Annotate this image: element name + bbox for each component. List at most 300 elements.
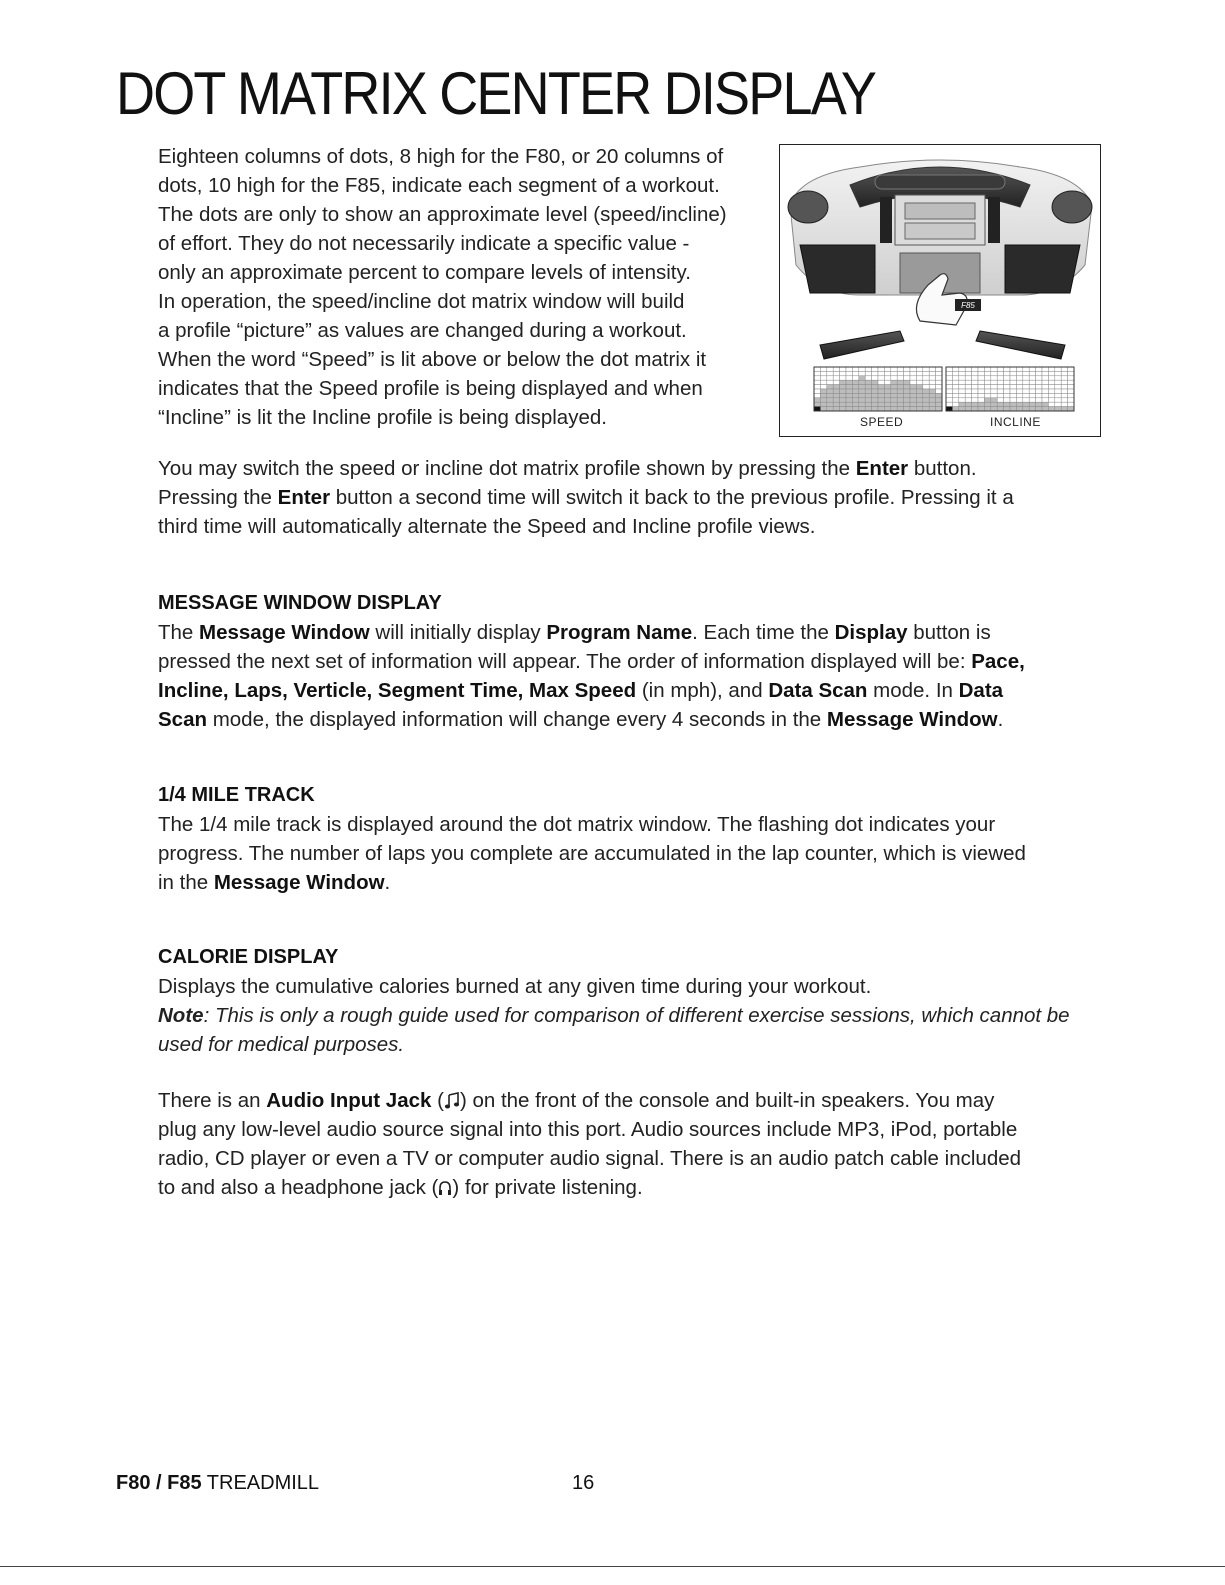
matrix-dot [1048, 367, 1054, 371]
text-run: Displays the cumulative calories burned at any given time during your workout. [158, 975, 872, 998]
matrix-dot [978, 398, 984, 402]
matrix-dot [852, 385, 858, 389]
matrix-dot [965, 407, 971, 411]
right-key-panel [1005, 245, 1080, 293]
right-grip [976, 331, 1065, 359]
matrix-dot [1004, 380, 1010, 384]
matrix-dot [1010, 371, 1016, 375]
matrix-dot [884, 380, 890, 384]
bold-term: Program Name [546, 621, 693, 644]
matrix-dot [840, 389, 846, 393]
matrix-dot [814, 385, 820, 389]
bold-term: Audio Input Jack [266, 1089, 432, 1112]
track-body [158, 810, 1108, 897]
matrix-dot [997, 380, 1003, 384]
matrix-dot [929, 393, 935, 397]
matrix-dot [978, 376, 984, 380]
text-run: Pressing the [158, 486, 278, 509]
matrix-dot [852, 371, 858, 375]
matrix-dot [852, 402, 858, 406]
matrix-dot [997, 376, 1003, 380]
matrix-dot [833, 380, 839, 384]
matrix-dot [1042, 398, 1048, 402]
matrix-dot [965, 393, 971, 397]
matrix-dot [1004, 407, 1010, 411]
matrix-dot [1016, 376, 1022, 380]
text-run: ) on the front of the console and built-in speakers. You may [459, 1089, 995, 1112]
matrix-dot [814, 367, 820, 371]
matrix-dot [820, 393, 826, 397]
matrix-dot [897, 371, 903, 375]
matrix-dot [840, 398, 846, 402]
matrix-dot [897, 385, 903, 389]
matrix-dot [972, 389, 978, 393]
matrix-marker [814, 407, 820, 411]
matrix-dot [846, 389, 852, 393]
matrix-dot [965, 385, 971, 389]
matrix-dot [952, 367, 958, 371]
matrix-dot [1048, 389, 1054, 393]
matrix-dot [936, 389, 942, 393]
matrix-dot [1048, 380, 1054, 384]
matrix-dot [878, 389, 884, 393]
text-run: button. [908, 457, 977, 480]
matrix-dot [884, 402, 890, 406]
matrix-dot [814, 393, 820, 397]
matrix-dot [965, 376, 971, 380]
text-run: progress. The number of laps you complete are accumulated in the lap counter, which is viewed [158, 842, 1026, 865]
matrix-dot [991, 367, 997, 371]
bold-term: Pace, [971, 650, 1025, 673]
matrix-dot [865, 402, 871, 406]
matrix-dot [1055, 371, 1061, 375]
matrix-dot [827, 376, 833, 380]
matrix-dot [929, 376, 935, 380]
matrix-dot [936, 367, 942, 371]
message-window-body [158, 618, 1108, 734]
matrix-dot [846, 398, 852, 402]
matrix-dot [959, 398, 965, 402]
matrix-dot [946, 389, 952, 393]
matrix-dot [997, 371, 1003, 375]
dot-matrix-window [905, 223, 975, 239]
matrix-dot [904, 380, 910, 384]
intro-line: of effort. They do not necessarily indicate a specific value - [158, 232, 690, 255]
matrix-dot [820, 385, 826, 389]
matrix-dot [1010, 389, 1016, 393]
matrix-dot [884, 367, 890, 371]
matrix-dot [1061, 389, 1067, 393]
message-window-heading: MESSAGE WINDOW DISPLAY [158, 592, 442, 614]
intro-line: dots, 10 high for the F85, indicate each segment of a workout. [158, 174, 720, 197]
matrix-dot [1042, 371, 1048, 375]
matrix-dot [827, 407, 833, 411]
matrix-dot [859, 376, 865, 380]
matrix-dot [984, 385, 990, 389]
matrix-dot [923, 380, 929, 384]
intro-line: In operation, the speed/incline dot matrix window will build [158, 290, 685, 313]
intro-line: Eighteen columns of dots, 8 high for the F80, or 20 columns of [158, 145, 724, 168]
matrix-dot [929, 389, 935, 393]
intro-line: indicates that the Speed profile is being displayed and when [158, 377, 703, 400]
matrix-dot [1010, 398, 1016, 402]
matrix-dot [840, 371, 846, 375]
matrix-dot [1036, 367, 1042, 371]
note-text: This is only a rough guide used for comparison of different exercise sessions, which cannot be [209, 1004, 1070, 1027]
matrix-dot [891, 398, 897, 402]
matrix-dot [997, 398, 1003, 402]
matrix-dot [891, 376, 897, 380]
text-run: ) for private listening. [452, 1176, 643, 1199]
matrix-dot [833, 407, 839, 411]
matrix-dot [904, 385, 910, 389]
matrix-dot [952, 402, 958, 406]
matrix-dot [1061, 376, 1067, 380]
matrix-dot [833, 367, 839, 371]
matrix-dot [1068, 389, 1074, 393]
matrix-dot [878, 376, 884, 380]
matrix-dot [833, 371, 839, 375]
matrix-dot [878, 371, 884, 375]
matrix-dot [965, 371, 971, 375]
matrix-dot [1010, 407, 1016, 411]
matrix-dot [952, 398, 958, 402]
matrix-dot [1016, 367, 1022, 371]
matrix-dot [1055, 376, 1061, 380]
matrix-dot [991, 371, 997, 375]
matrix-dot [997, 389, 1003, 393]
matrix-dot [978, 367, 984, 371]
matrix-dot [820, 376, 826, 380]
text-run: You may switch the speed or incline dot matrix profile shown by pressing the [158, 457, 856, 480]
matrix-dot [929, 367, 935, 371]
matrix-dot [840, 385, 846, 389]
matrix-dot [1010, 376, 1016, 380]
headphone-icon [438, 1180, 452, 1196]
matrix-dot [1042, 385, 1048, 389]
bold-term: Incline, Laps, Verticle, Segment Time, Max Speed [158, 679, 637, 702]
matrix-dot [1023, 389, 1029, 393]
matrix-dot [1036, 371, 1042, 375]
matrix-dot [814, 402, 820, 406]
speed-label: SPEED [860, 415, 904, 429]
matrix-dot [1068, 402, 1074, 406]
matrix-dot [923, 389, 929, 393]
page-title: DOT MATRIX CENTER DISPLAY [116, 60, 876, 127]
matrix-dot [891, 371, 897, 375]
message-window [905, 203, 975, 219]
matrix-dot [972, 393, 978, 397]
matrix-dot [865, 393, 871, 397]
matrix-dot [916, 407, 922, 411]
matrix-dot [984, 398, 990, 402]
matrix-dot [965, 367, 971, 371]
matrix-dot [952, 380, 958, 384]
matrix-dot [965, 389, 971, 393]
matrix-dot [991, 398, 997, 402]
text-run: third time will automatically alternate the Speed and Incline profile views. [158, 515, 816, 538]
matrix-dot [984, 407, 990, 411]
matrix-dot [1016, 380, 1022, 384]
matrix-dot [952, 371, 958, 375]
matrix-dot [1016, 385, 1022, 389]
text-run: pressed the next set of information will appear. The order of information displayed will be: [158, 650, 972, 673]
enter-term: Enter [855, 457, 909, 480]
matrix-dot [978, 380, 984, 384]
matrix-dot [904, 389, 910, 393]
matrix-dot [959, 385, 965, 389]
matrix-dot [1023, 385, 1029, 389]
matrix-dot [1023, 371, 1029, 375]
matrix-dot [972, 367, 978, 371]
matrix-dot [872, 389, 878, 393]
text-run: There is an [158, 1089, 267, 1112]
matrix-dot [859, 371, 865, 375]
matrix-dot [852, 389, 858, 393]
matrix-dot [904, 367, 910, 371]
matrix-dot [872, 371, 878, 375]
matrix-dot [1004, 371, 1010, 375]
track-heading: 1/4 MILE TRACK [158, 784, 315, 806]
matrix-dot [929, 380, 935, 384]
right-speaker [1052, 191, 1092, 223]
matrix-dot [1029, 380, 1035, 384]
matrix-dot [1061, 407, 1067, 411]
matrix-dot [827, 385, 833, 389]
matrix-dot [972, 402, 978, 406]
matrix-dot [1036, 389, 1042, 393]
console-badge: F85 [961, 301, 975, 310]
matrix-dot [1048, 407, 1054, 411]
matrix-dot [916, 402, 922, 406]
matrix-dot [1004, 402, 1010, 406]
matrix-dot [833, 402, 839, 406]
matrix-dot [1029, 367, 1035, 371]
matrix-dot [984, 402, 990, 406]
matrix-dot [997, 402, 1003, 406]
matrix-dot [904, 398, 910, 402]
matrix-dot [1042, 389, 1048, 393]
matrix-dot [865, 376, 871, 380]
matrix-dot [904, 407, 910, 411]
text-run: (in mph), and [636, 679, 769, 702]
matrix-dot [991, 407, 997, 411]
matrix-dot [859, 380, 865, 384]
matrix-dot [1048, 398, 1054, 402]
matrix-dot [1023, 376, 1029, 380]
matrix-dot [859, 398, 865, 402]
matrix-dot [859, 389, 865, 393]
matrix-dot [946, 398, 952, 402]
text-run: mode. In [867, 679, 959, 702]
matrix-dot [884, 407, 890, 411]
matrix-dot [897, 402, 903, 406]
bold-term: Scan [158, 708, 207, 731]
matrix-dot [897, 398, 903, 402]
matrix-dot [929, 385, 935, 389]
matrix-dot [923, 371, 929, 375]
matrix-dot [865, 367, 871, 371]
matrix-dot [959, 407, 965, 411]
matrix-dot [1029, 407, 1035, 411]
audio-paragraph [158, 1086, 1108, 1202]
matrix-dot [891, 367, 897, 371]
matrix-dot [991, 402, 997, 406]
matrix-dot [965, 380, 971, 384]
matrix-dot [1055, 389, 1061, 393]
matrix-dot [936, 398, 942, 402]
matrix-dot [1036, 393, 1042, 397]
matrix-dot [952, 393, 958, 397]
matrix-dot [846, 376, 852, 380]
text-run: mode, the displayed information will change every 4 seconds in the [207, 708, 827, 731]
matrix-dot [965, 402, 971, 406]
matrix-dot [1004, 389, 1010, 393]
left-grip [820, 331, 904, 359]
matrix-dot [959, 371, 965, 375]
calorie-body [158, 972, 1108, 1059]
matrix-dot [1068, 407, 1074, 411]
bold-term: Message Window [826, 708, 998, 731]
matrix-dot [991, 389, 997, 393]
incline-label: INCLINE [990, 415, 1041, 429]
matrix-dot [1023, 398, 1029, 402]
matrix-dot [1061, 398, 1067, 402]
matrix-dot [959, 380, 965, 384]
matrix-dot [820, 389, 826, 393]
incline-dot-matrix [946, 367, 1074, 411]
matrix-dot [1016, 389, 1022, 393]
matrix-dot [952, 407, 958, 411]
matrix-dot [1029, 376, 1035, 380]
matrix-dot [1048, 385, 1054, 389]
matrix-dot [946, 380, 952, 384]
left-value-window [880, 197, 892, 243]
matrix-dot [1042, 376, 1048, 380]
matrix-dot [1010, 402, 1016, 406]
matrix-dot [884, 376, 890, 380]
intro-paragraph [158, 142, 778, 432]
matrix-dot [910, 407, 916, 411]
matrix-dot [891, 402, 897, 406]
matrix-dot [936, 371, 942, 375]
matrix-dot [840, 380, 846, 384]
matrix-dot [1048, 393, 1054, 397]
matrix-dot [820, 398, 826, 402]
matrix-dot [959, 389, 965, 393]
matrix-dot [972, 371, 978, 375]
matrix-dot [997, 367, 1003, 371]
matrix-dot [991, 376, 997, 380]
matrix-dot [814, 371, 820, 375]
text-run: radio, CD player or even a TV or computer audio signal. There is an audio patch cable included [158, 1147, 1022, 1170]
matrix-dot [1029, 402, 1035, 406]
matrix-dot [1036, 407, 1042, 411]
matrix-dot [891, 393, 897, 397]
bold-term: Data Scan [768, 679, 868, 702]
matrix-dot [1036, 380, 1042, 384]
matrix-dot [833, 398, 839, 402]
matrix-dot [1061, 367, 1067, 371]
matrix-dot [865, 389, 871, 393]
matrix-dot [859, 393, 865, 397]
matrix-dot [1068, 380, 1074, 384]
matrix-dot [1023, 380, 1029, 384]
matrix-dot [984, 380, 990, 384]
footer-model: F80 / F85 [116, 1472, 202, 1494]
matrix-dot [1023, 367, 1029, 371]
calorie-heading: CALORIE DISPLAY [158, 946, 339, 968]
matrix-dot [991, 393, 997, 397]
matrix-dot [1010, 385, 1016, 389]
matrix-dot [1042, 393, 1048, 397]
matrix-dot [910, 398, 916, 402]
matrix-dot [952, 389, 958, 393]
matrix-dot [820, 380, 826, 384]
matrix-dot [997, 407, 1003, 411]
matrix-dot [1023, 407, 1029, 411]
matrix-dot [1004, 367, 1010, 371]
matrix-dot [884, 398, 890, 402]
matrix-dot [978, 393, 984, 397]
matrix-dot [827, 371, 833, 375]
matrix-dot [840, 393, 846, 397]
matrix-dot [846, 385, 852, 389]
matrix-dot [959, 376, 965, 380]
matrix-dot [872, 367, 878, 371]
note-text: used for medical purposes. [158, 1033, 405, 1056]
matrix-dot [1055, 380, 1061, 384]
matrix-dot [978, 402, 984, 406]
matrix-dot [959, 402, 965, 406]
matrix-dot [833, 389, 839, 393]
matrix-dot [878, 385, 884, 389]
matrix-dot [972, 380, 978, 384]
matrix-dot [959, 393, 965, 397]
matrix-dot [1042, 380, 1048, 384]
page-number: 16 [572, 1472, 595, 1494]
matrix-dot [878, 398, 884, 402]
matrix-dot [872, 393, 878, 397]
matrix-dot [946, 376, 952, 380]
matrix-dot [916, 385, 922, 389]
matrix-dot [1016, 393, 1022, 397]
matrix-marker [946, 407, 952, 411]
matrix-dot [923, 385, 929, 389]
matrix-dot [1055, 407, 1061, 411]
matrix-dot [833, 393, 839, 397]
matrix-dot [846, 402, 852, 406]
matrix-dot [827, 398, 833, 402]
matrix-dot [1055, 393, 1061, 397]
matrix-dot [978, 385, 984, 389]
matrix-dot [910, 402, 916, 406]
matrix-dot [872, 398, 878, 402]
matrix-dot [1068, 393, 1074, 397]
matrix-dot [878, 407, 884, 411]
footer-product [116, 1472, 319, 1495]
matrix-dot [1010, 367, 1016, 371]
enter-term: Enter [277, 486, 331, 509]
matrix-dot [820, 407, 826, 411]
matrix-dot [904, 393, 910, 397]
matrix-dot [984, 376, 990, 380]
matrix-dot [984, 393, 990, 397]
matrix-dot [859, 367, 865, 371]
matrix-dot [1061, 385, 1067, 389]
matrix-dot [923, 367, 929, 371]
matrix-dot [814, 389, 820, 393]
